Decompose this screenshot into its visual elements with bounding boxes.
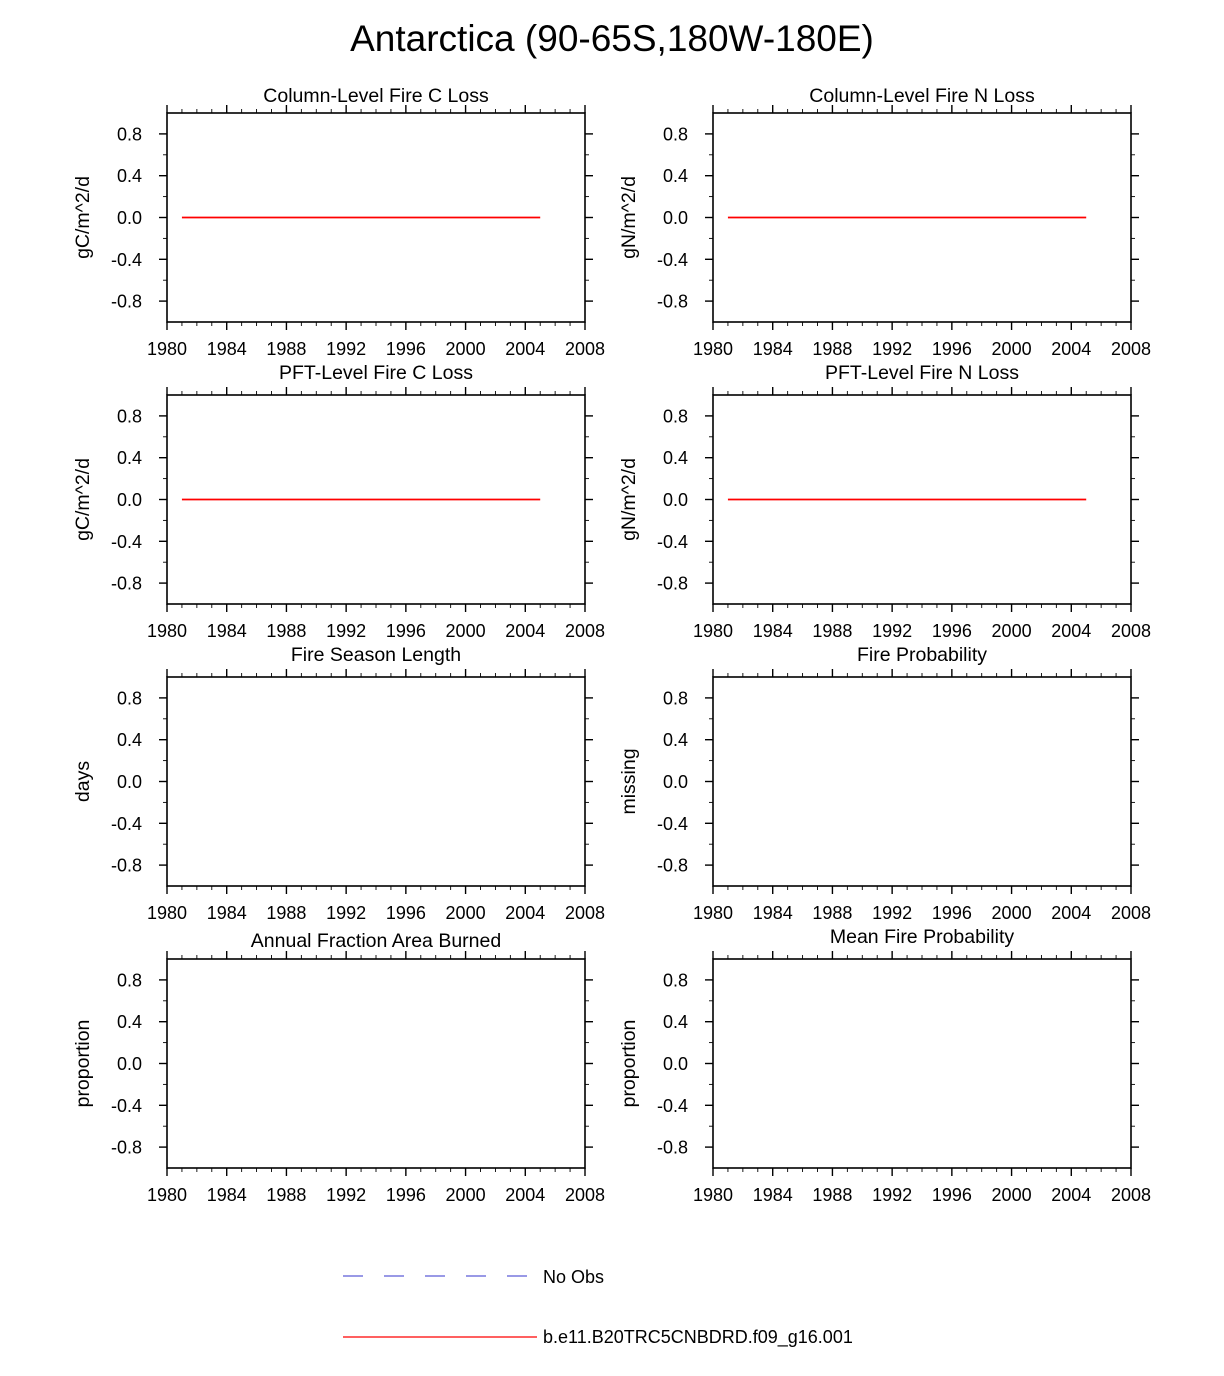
x-tick-label: 1996 [931, 621, 972, 641]
y-tick-label: -0.8 [110, 291, 142, 312]
x-tick-label: 2000 [991, 339, 1032, 359]
y-tick-label: -0.4 [656, 813, 688, 834]
x-tick-label: 1996 [385, 903, 426, 923]
y-tick-label: 0.4 [116, 1012, 142, 1033]
y-tick-label: -0.8 [110, 1137, 142, 1158]
x-tick-label: 2008 [1110, 621, 1152, 641]
y-axis-label: gC/m^2/d [72, 176, 94, 259]
x-tick-label: 1996 [931, 339, 972, 359]
y-tick-label: -0.8 [656, 1137, 688, 1158]
x-tick-label: 1988 [266, 339, 307, 359]
x-tick-label: 1980 [146, 339, 188, 359]
y-tick-label: 0.0 [662, 490, 688, 510]
x-tick-label: 1984 [752, 339, 793, 359]
x-tick-label: 1992 [872, 903, 913, 923]
x-tick-label: 1988 [812, 903, 853, 923]
y-tick-label: -0.4 [656, 249, 688, 270]
x-tick-label: 2008 [564, 1185, 606, 1205]
x-tick-label: 2004 [505, 1185, 546, 1205]
y-tick-label: 0.0 [662, 208, 688, 228]
y-tick-label: 0.0 [116, 208, 142, 228]
x-tick-label: 1980 [692, 903, 734, 923]
x-tick-label: 1980 [692, 339, 734, 359]
x-tick-label: 1984 [752, 903, 793, 923]
y-tick-label: 0.8 [662, 688, 688, 709]
y-tick-label: 0.8 [662, 124, 688, 145]
x-tick-label: 2008 [1110, 1185, 1152, 1205]
x-tick-label: 1984 [206, 621, 247, 641]
y-tick-label: 0.8 [662, 406, 688, 427]
y-tick-label: 0.8 [116, 688, 142, 709]
x-tick-label: 1984 [206, 903, 247, 923]
y-axis-label: gC/m^2/d [72, 458, 94, 541]
y-tick-label: -0.8 [110, 573, 142, 594]
legend-label-no-obs: No Obs [543, 1267, 605, 1287]
x-tick-label: 2004 [505, 903, 546, 923]
x-tick-label: 2000 [991, 1185, 1032, 1205]
x-tick-label: 1996 [931, 903, 972, 923]
y-tick-label: 0.8 [116, 406, 142, 427]
y-tick-label: 0.4 [662, 448, 688, 469]
x-tick-label: 1988 [266, 621, 307, 641]
x-tick-label: 1984 [752, 621, 793, 641]
y-tick-label: 0.8 [662, 970, 688, 991]
x-tick-label: 1988 [812, 621, 853, 641]
x-tick-label: 1988 [266, 903, 307, 923]
y-tick-label: 0.4 [116, 448, 142, 469]
y-axis-label: gN/m^2/d [618, 176, 640, 259]
x-tick-label: 2004 [1051, 903, 1092, 923]
x-tick-label: 1988 [812, 1185, 853, 1205]
y-tick-label: 0.8 [116, 124, 142, 145]
x-tick-label: 2008 [564, 339, 606, 359]
x-tick-label: 2008 [564, 903, 606, 923]
x-tick-label: 1980 [692, 621, 734, 641]
y-tick-label: -0.4 [110, 249, 142, 270]
x-tick-label: 2008 [1110, 903, 1152, 923]
x-tick-label: 2008 [1110, 339, 1152, 359]
x-tick-label: 2000 [445, 1185, 486, 1205]
y-tick-label: 0.0 [662, 772, 688, 792]
x-tick-label: 2004 [1051, 1185, 1092, 1205]
panel-title: PFT-Level Fire C Loss [279, 362, 473, 384]
panel-title: Column-Level Fire N Loss [809, 85, 1035, 107]
x-tick-label: 1980 [146, 903, 188, 923]
panel-title: Column-Level Fire C Loss [263, 85, 489, 107]
y-tick-label: -0.8 [110, 855, 142, 876]
y-axis-label: gN/m^2/d [618, 458, 640, 541]
panel-title: Annual Fraction Area Burned [250, 930, 502, 952]
panel-title: Fire Season Length [290, 644, 462, 666]
x-tick-label: 2000 [445, 621, 486, 641]
panel-title: Fire Probability [856, 644, 988, 666]
y-tick-label: 0.0 [116, 490, 142, 510]
y-tick-label: -0.4 [110, 531, 142, 552]
x-tick-label: 1984 [206, 339, 247, 359]
y-tick-label: -0.4 [110, 813, 142, 834]
x-tick-label: 2004 [505, 621, 546, 641]
x-tick-label: 1996 [385, 339, 426, 359]
x-tick-label: 1992 [872, 621, 913, 641]
x-tick-label: 1992 [872, 1185, 913, 1205]
y-tick-label: 0.4 [662, 166, 688, 187]
x-tick-label: 1992 [326, 903, 367, 923]
x-tick-label: 2000 [445, 903, 486, 923]
x-tick-label: 2004 [1051, 339, 1092, 359]
x-tick-label: 1984 [206, 1185, 247, 1205]
x-tick-label: 1992 [872, 339, 913, 359]
y-tick-label: 0.4 [116, 730, 142, 751]
figure-title: Antarctica (90-65S,180W-180E) [350, 18, 874, 59]
y-axis-label: missing [618, 748, 640, 815]
x-tick-label: 1980 [146, 1185, 188, 1205]
x-tick-label: 1988 [266, 1185, 307, 1205]
y-tick-label: 0.0 [116, 1054, 142, 1074]
x-tick-label: 2004 [505, 339, 546, 359]
panel-title: PFT-Level Fire N Loss [825, 362, 1019, 384]
x-tick-label: 1980 [146, 621, 188, 641]
y-tick-label: 0.4 [662, 730, 688, 751]
y-tick-label: 0.0 [662, 1054, 688, 1074]
panel-title: Mean Fire Probability [829, 926, 1015, 948]
x-tick-label: 1992 [326, 1185, 367, 1205]
y-tick-label: -0.4 [656, 1095, 688, 1116]
y-tick-label: 0.8 [116, 970, 142, 991]
x-tick-label: 1984 [752, 1185, 793, 1205]
y-tick-label: -0.8 [656, 855, 688, 876]
x-tick-label: 1996 [385, 1185, 426, 1205]
x-tick-label: 1996 [931, 1185, 972, 1205]
y-axis-label: proportion [72, 1019, 94, 1108]
x-tick-label: 2004 [1051, 621, 1092, 641]
x-tick-label: 1988 [812, 339, 853, 359]
x-tick-label: 2000 [445, 339, 486, 359]
x-tick-label: 1980 [692, 1185, 734, 1205]
y-tick-label: -0.4 [656, 531, 688, 552]
x-tick-label: 1992 [326, 621, 367, 641]
y-tick-label: 0.4 [116, 166, 142, 187]
y-axis-label: proportion [618, 1019, 640, 1108]
y-tick-label: 0.0 [116, 772, 142, 792]
y-axis-label: days [72, 760, 94, 803]
y-tick-label: -0.4 [110, 1095, 142, 1116]
legend-label-model: b.e11.B20TRC5CNBDRD.f09_g16.001 [543, 1327, 853, 1347]
x-tick-label: 1996 [385, 621, 426, 641]
y-tick-label: -0.8 [656, 291, 688, 312]
y-tick-label: -0.8 [656, 573, 688, 594]
x-tick-label: 2008 [564, 621, 606, 641]
x-tick-label: 2000 [991, 903, 1032, 923]
x-tick-label: 2000 [991, 621, 1032, 641]
x-tick-label: 1992 [326, 339, 367, 359]
y-tick-label: 0.4 [662, 1012, 688, 1033]
